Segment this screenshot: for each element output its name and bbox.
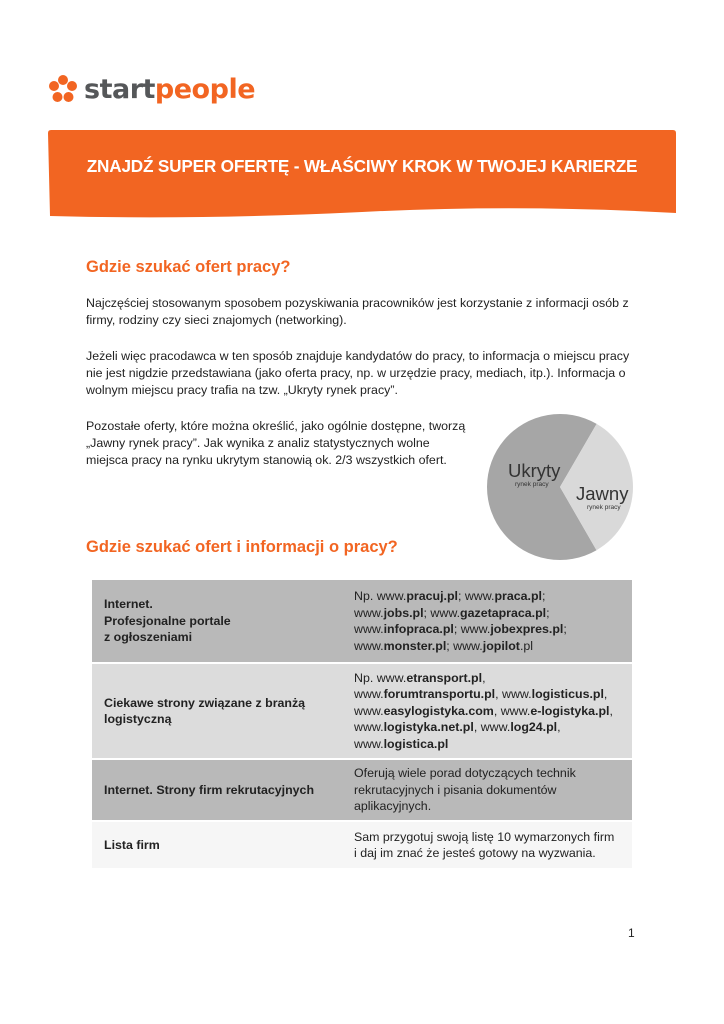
pie-sublabel-open: rynek pracy xyxy=(587,504,621,511)
logo-wordmark: startpeople xyxy=(84,73,256,105)
page-number: 1 xyxy=(628,926,635,940)
source-category-label: Internet. Strony firm rekrutacyjnych xyxy=(104,782,315,797)
detail-text: www. xyxy=(354,720,384,735)
table-row xyxy=(92,663,632,759)
website-link[interactable]: jobs.pl xyxy=(383,605,424,620)
detail-line xyxy=(354,736,620,753)
website-link[interactable]: jopilot xyxy=(482,638,520,653)
detail-line xyxy=(354,798,620,815)
source-category-label: Internet. xyxy=(104,597,153,612)
section-heading-where-to-find: Gdzie szukać ofert i informacji o pracy? xyxy=(86,538,398,556)
title-banner xyxy=(48,130,676,222)
source-category-cell xyxy=(92,759,342,821)
source-category-cell xyxy=(92,821,342,869)
detail-text: Np. www. xyxy=(354,589,407,603)
source-category-label: logistyczną xyxy=(104,712,172,726)
detail-text: ; xyxy=(542,589,546,603)
detail-line xyxy=(354,621,620,638)
detail-line xyxy=(354,703,620,720)
detail-text: , xyxy=(609,703,613,718)
source-category-cell xyxy=(92,663,342,759)
pie-label-open: Jawny xyxy=(576,483,629,504)
detail-line xyxy=(354,845,620,862)
table-row xyxy=(92,580,632,663)
detail-line xyxy=(354,782,620,799)
pie-sublabel-hidden: rynek pracy xyxy=(515,481,549,488)
detail-text: Np. www. xyxy=(354,670,407,685)
website-link[interactable]: gazetapraca.pl xyxy=(460,605,547,620)
source-category-label: Profesjonalne portale xyxy=(104,613,231,628)
detail-text: www. xyxy=(354,703,384,718)
detail-line xyxy=(354,638,620,655)
detail-line xyxy=(354,686,620,703)
detail-text: , xyxy=(603,687,608,702)
detail-text: ; xyxy=(563,622,567,636)
website-link[interactable]: etransport.pl xyxy=(406,670,483,685)
website-link[interactable]: forumtransportu.pl xyxy=(383,687,496,702)
source-detail-cell xyxy=(342,580,632,663)
detail-line xyxy=(354,719,620,736)
source-detail-cell xyxy=(342,663,632,759)
source-detail-cell xyxy=(342,759,632,821)
detail-line xyxy=(354,765,620,782)
detail-text: aplikacyjnych. xyxy=(354,799,432,814)
detail-text: www. xyxy=(354,736,384,751)
source-category-label: Lista firm xyxy=(104,837,160,852)
table-row xyxy=(92,759,632,821)
detail-line xyxy=(354,829,620,846)
detail-text: Sam przygotuj swoją listę 10 wymarzonych firm xyxy=(354,829,615,844)
table-row xyxy=(92,821,632,869)
website-link[interactable]: monster.pl xyxy=(383,638,447,653)
website-link[interactable]: log24.pl xyxy=(510,720,558,735)
detail-line xyxy=(354,605,620,622)
company-logo xyxy=(48,72,255,106)
detail-text: rekrutacyjnych i pisania dokumentów xyxy=(354,782,557,797)
section-heading-where-to-look: Gdzie szukać ofert pracy? xyxy=(86,258,291,276)
page-title: ZNAJDŹ SUPER OFERTĘ - WŁAŚCIWY KROK W TWOJEJ KARIERZE xyxy=(86,156,638,176)
detail-text: ; www. xyxy=(457,589,495,603)
website-link[interactable]: pracuj.pl xyxy=(406,589,458,603)
detail-line xyxy=(354,588,620,605)
paragraph-open-market: Pozostałe oferty, które można określić, jako ogólnie dostępne, tworzą „Jawny rynek pracy”. Jak wynika z analiz statystycznych wolne miejsca pracy na rynku ukrytym stanowią ok. 2/3 wszystkich ofert. xyxy=(86,419,466,467)
detail-text: www. xyxy=(354,687,384,702)
detail-text: .pl xyxy=(519,638,534,653)
website-link[interactable]: infopraca.pl xyxy=(383,622,454,636)
detail-text: , www. xyxy=(473,720,511,735)
detail-text: , www. xyxy=(493,703,531,718)
source-category-label: z ogłoszeniami xyxy=(104,630,193,645)
paragraph-hidden-market: Jeżeli więc pracodawca w ten sposób znajduje kandydatów do pracy, to informacja o miejscu pracy nie jest nigdzie przedstawiana (jako oferta pracy, np. w urzędzie pracy, mediach, itp.). Informacja o wolnym miejscu pracy trafia na tzw. „Ukryty rynek pracy”. xyxy=(86,349,630,397)
website-link[interactable]: logisticus.pl xyxy=(531,687,604,702)
website-link[interactable]: easylogistyka.com xyxy=(383,703,494,718)
detail-line xyxy=(354,670,620,687)
detail-text: www. xyxy=(354,622,384,636)
detail-text: ; xyxy=(546,605,550,620)
paragraph-networking: Najczęściej stosowanym sposobem pozyskiwania pracowników jest korzystanie z informacji osób z firmy, rodziny czy sieci znajomych (networking). xyxy=(86,296,629,327)
website-link[interactable]: jobexpres.pl xyxy=(490,622,564,636)
detail-text: www. xyxy=(354,638,384,653)
detail-text: ; www. xyxy=(446,638,483,653)
source-detail-cell xyxy=(342,821,632,869)
detail-text: ; www. xyxy=(453,622,491,636)
detail-text: i daj im znać że jesteś gotowy na wyzwania. xyxy=(354,846,596,860)
detail-text: ; www. xyxy=(423,605,461,620)
detail-text: www. xyxy=(354,605,384,620)
sources-table xyxy=(92,580,632,870)
job-market-pie-chart xyxy=(480,412,640,562)
website-link[interactable]: praca.pl xyxy=(494,589,542,603)
pie-label-hidden: Ukryty xyxy=(508,460,561,481)
website-link[interactable]: logistyka.net.pl xyxy=(383,720,474,735)
source-category-label: Ciekawe strony związane z branżą xyxy=(104,695,306,710)
website-link[interactable]: e-logistyka.pl xyxy=(530,703,610,718)
detail-text: , www. xyxy=(495,687,532,702)
detail-text: , xyxy=(482,670,486,685)
flower-logo-icon xyxy=(48,74,78,104)
website-link[interactable]: logistica.pl xyxy=(383,736,449,751)
detail-text: Oferują wiele porad dotyczących technik xyxy=(354,766,576,781)
detail-text: , xyxy=(557,720,561,735)
source-category-cell xyxy=(92,580,342,663)
